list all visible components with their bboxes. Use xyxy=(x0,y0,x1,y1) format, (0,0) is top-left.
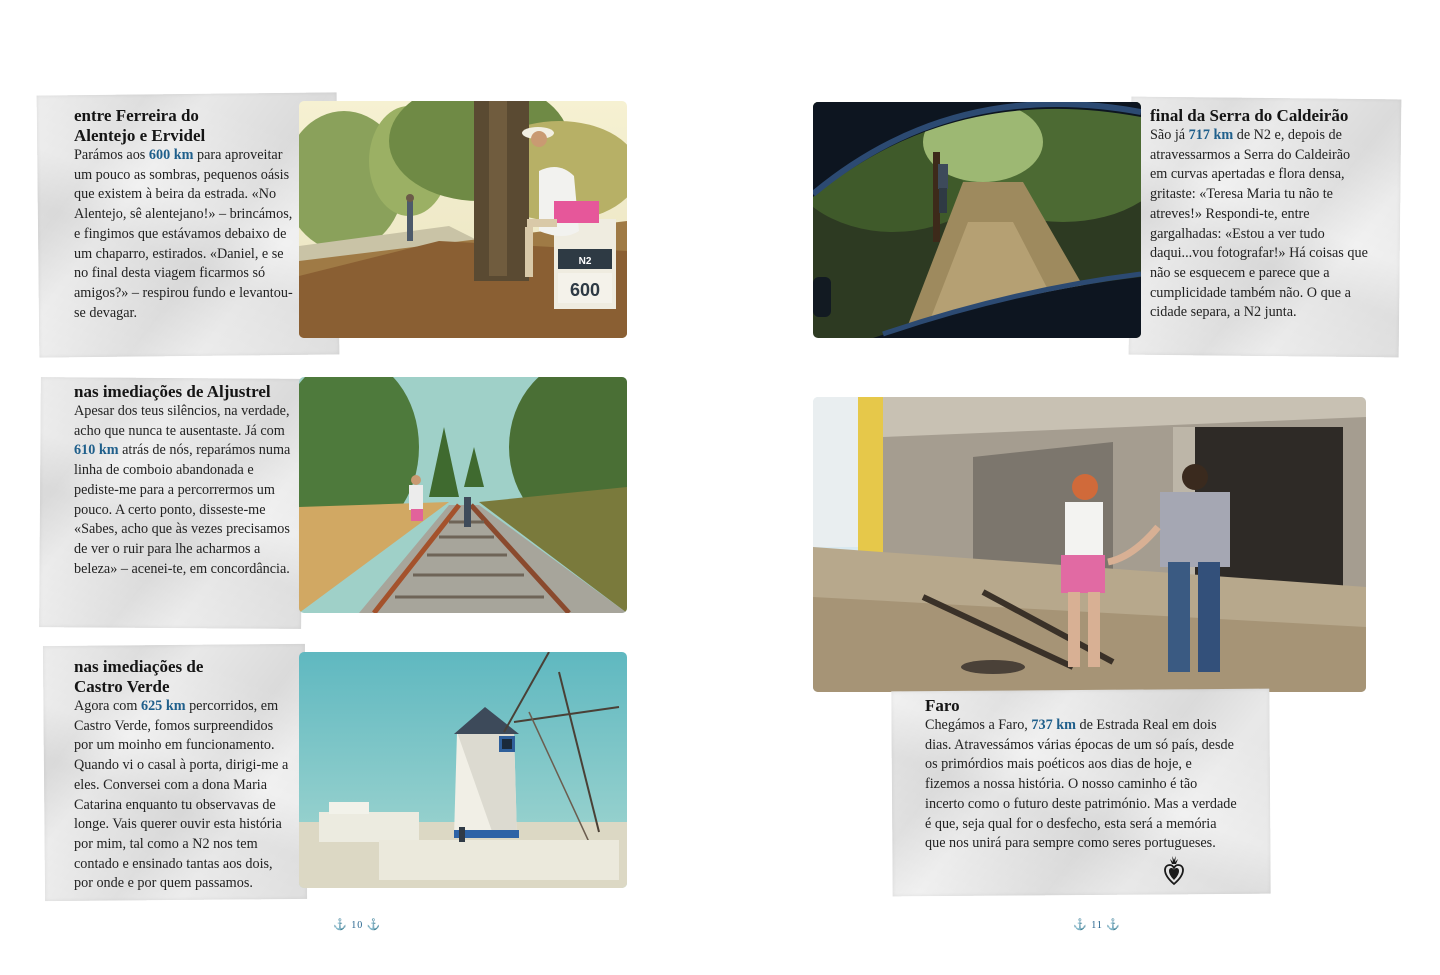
block-title: nas imediações de Castro Verde xyxy=(74,657,204,696)
milestone-n2-label: N2 xyxy=(578,256,592,267)
anchor-icon: ⚓ xyxy=(1106,919,1122,931)
km-highlight: 600 km xyxy=(148,147,194,163)
anchor-icon: ⚓ xyxy=(333,919,348,931)
block-body: Apesar dos teus silêncios, na verdade, acho que nunca te ausentaste. Já com 610 km atrás de nós, reparámos numa linha de comboio abandonada e pediste-me para a percorrermos um pouco. A certo ponto, disseste-me «Sabes, acho que às vezes precisamos de ver o ruir para lhe acharmos a beleza» – acenei-te, em concordância. xyxy=(74,403,291,577)
text-block-castro-verde xyxy=(74,657,294,894)
page-number-right: ⚓ 11 ⚓ xyxy=(1073,919,1122,931)
photo-car-window-forest xyxy=(813,102,1141,338)
anchor-icon: ⚓ xyxy=(366,919,382,931)
block-title: entre Ferreira do Alentejo e Ervidel xyxy=(74,106,206,145)
block-title: nas imediações de Aljustrel xyxy=(74,382,271,401)
block-title: Faro xyxy=(925,696,960,715)
photo-roadside-milestone xyxy=(299,101,627,338)
block-body: Parámos aos 600 km para aproveitar um pouco as sombras, pequenos oásis que existem à beira da estrada. «No Alentejo, sê alentejano!» – brincámos, e fingimos que estávamos debaixo de um chaparro, estirados. «Daniel, e se no final desta viagem ficarmos só amigos?» – respirou fundo e levantou-se devagar. xyxy=(74,147,293,321)
block-body: Agora com 625 km percorridos, em Castro Verde, fomos surpreendidos por um moinho em funcionamento. Quando vi o casal à porta, dirigi-me a eles. Conversei com a dona Maria Catarina enquanto tu observavas de longe. Vais querer ouvir esta história por mim, tal como a N2 nos tem contado e ensinado tantas aos dois, por onde e por quem passamos. xyxy=(74,698,289,892)
photo-faro-street-couple xyxy=(813,397,1366,692)
text-block-caldeirao xyxy=(1150,106,1368,323)
text-block-ferreira xyxy=(74,106,294,323)
anchor-icon: ⚓ xyxy=(1073,919,1088,931)
km-highlight: 737 km xyxy=(1031,717,1076,733)
text-block-aljustrel xyxy=(74,382,294,579)
page-number-left: ⚓ 10 ⚓ xyxy=(333,919,382,931)
block-body: São já 717 km de N2 e, depois de atravessarmos a Serra do Caldeirão em curvas apertadas e flora densa, gritaste: «Teresa Maria tu não te atreves!» Respondi-te, entre gargalhadas: «Estou a ver tudo daqui...vou fotografar!» Há coisas que não se esquecem e parece que a cumplicidade também não. O que a cidade separa, a N2 junta. xyxy=(1150,127,1368,321)
photo-windmill xyxy=(299,652,627,888)
block-body: Chegámos a Faro, 737 km de Estrada Real em dois dias. Atravessámos várias épocas de um só país, desde os primórdios mais poéticos aos dias de hoje, e fizemos a nossa história. O nosso caminho é tão incerto como o futuro deste património. Mas a verdade é que, seja qual for o desfecho, esta será a memória que nos unirá para sempre como seres portugueses. xyxy=(925,717,1237,852)
km-highlight: 610 km xyxy=(74,442,119,459)
milestone-km-label: 600 xyxy=(569,280,601,300)
km-highlight: 625 km xyxy=(140,698,186,714)
heart-icon xyxy=(1164,856,1184,886)
block-title: final da Serra do Caldeirão xyxy=(1150,106,1349,125)
km-highlight: 717 km xyxy=(1188,127,1234,143)
text-block-faro xyxy=(925,696,1237,854)
photo-railway-track xyxy=(299,377,627,613)
